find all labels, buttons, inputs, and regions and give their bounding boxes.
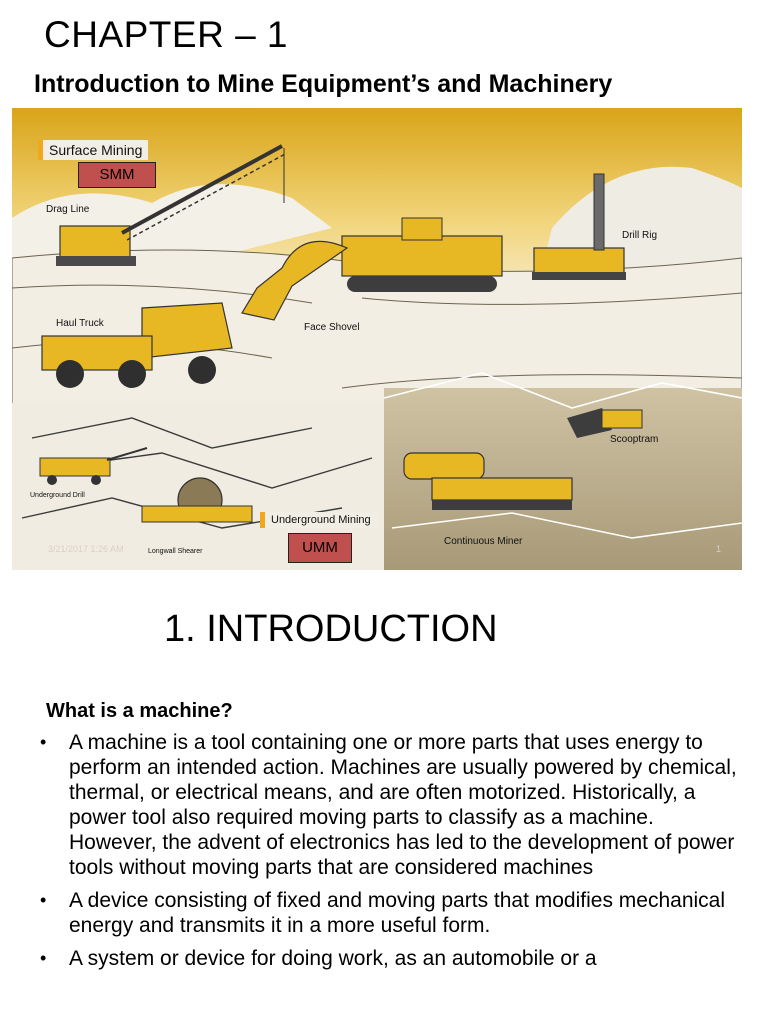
list-item: • A device consisting of fixed and moving parts that modifies mechanical energy and transmits it in a more useful form.: [40, 888, 740, 938]
list-item: • A machine is a tool containing one or more parts that uses energy to perform an intended action. Machines are usually powered by chemical, thermal, or electrical means, and are often motorized. Historically, a power tool also required moving parts to classify as a machine. However, the advent of electronics has led to the development of power tools without moving parts that are considered machines: [40, 730, 740, 880]
question-heading: What is a machine?: [46, 700, 233, 722]
underground-drill-label: Underground Drill: [30, 492, 85, 499]
drag-line-label: Drag Line: [46, 204, 90, 215]
list-item: • A system or device for doing work, as an automobile or a: [40, 946, 740, 971]
surface-mining-banner: Surface Mining: [38, 140, 148, 160]
smm-tag: SMM: [78, 162, 156, 188]
umm-tag: UMM: [288, 533, 352, 563]
slide-page-number: 1: [716, 544, 722, 554]
face-shovel-label: Face Shovel: [304, 322, 360, 333]
chapter-subtitle: Introduction to Mine Equipment’s and Machinery: [34, 70, 613, 98]
slide-date: 3/21/2017 1:26 AM: [48, 544, 124, 554]
haul-truck-label: Haul Truck: [56, 318, 104, 329]
mining-equipment-figure: [12, 108, 742, 570]
section-heading: 1. INTRODUCTION: [164, 608, 498, 650]
longwall-shearer-label: Longwall Shearer: [148, 548, 203, 555]
underground-mining-banner: Underground Mining: [260, 512, 377, 528]
chapter-title: CHAPTER – 1: [44, 14, 289, 55]
definition-list: [40, 730, 740, 979]
scooptram-label: Scooptram: [610, 434, 659, 445]
continuous-miner-label: Continuous Miner: [444, 536, 523, 547]
drill-rig-label: Drill Rig: [622, 230, 657, 241]
